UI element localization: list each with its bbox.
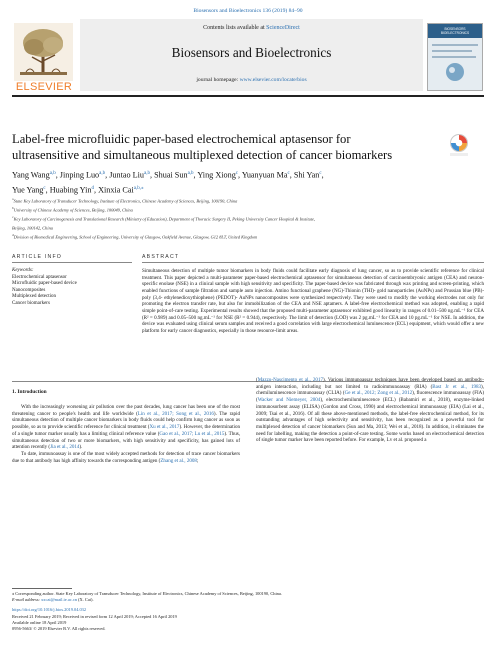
author-separator: ,: [193, 170, 198, 180]
author-separator: ,: [105, 170, 110, 180]
footnote-rule: [12, 588, 72, 589]
affiliation-text: University of Chinese Academy of Sciences, Beijing, 100049, China: [13, 207, 133, 213]
keywords-block: [12, 268, 132, 308]
affiliation-text: State Key Laboratory of Transducer Technology, Institute of Electronics, Chinese Academy of Sciences, Beijing, 100190, China: [13, 198, 238, 204]
article-info-rule: [12, 262, 132, 263]
body-paragraph: With the increasingly worsening air pollution over the past decades, lung cancer has been one of the most threatening cancer to people's health and life worldwide (Lin et al., 2017; Song et al., 2016). The rapid simultaneous detection of multiple cancer biomarkers in body fluids could help confirm lung cancer as soon as possible, so as to provide scientific reference for clinical treatment (Xu et al., 2017). However, the determination of a single tumor marker usually has a limiting clinical reference value (Gao et al., 2017; Lu et al., 2015). Thus, simultaneous detection of two or more biomarkers, with high sensitivity and specificity, has gained lots of attention recently (Jia et al., 2014).: [12, 404, 241, 451]
homepage-prefix: journal homepage:: [196, 77, 240, 83]
author-name[interactable]: Shi Yan: [293, 170, 320, 180]
cover-title: BIOSENSORS BIOELECTRONICS: [440, 27, 470, 35]
article-title-line-1: Label-free microfluidic paper-based electrochemical aptasensor for: [12, 132, 351, 146]
affiliation-mark: c: [12, 214, 14, 219]
homepage-line: [80, 77, 423, 83]
sciencedirect-link[interactable]: ScienceDirect: [266, 25, 300, 31]
journal-cover-thumbnail: [427, 23, 483, 91]
author-name[interactable]: Huabing Yin: [49, 185, 92, 195]
author-separator: ,: [238, 170, 242, 180]
check-for-updates-icon[interactable]: [449, 133, 469, 157]
running-header: Biosensors and Bioelectronics 136 (2019) 84–90: [193, 8, 303, 14]
affiliations: [12, 196, 482, 240]
contents-prefix: Contents lists available at: [203, 25, 267, 31]
body-left-column: [12, 404, 240, 464]
email-link[interactable]: xxcai@mail.ie.ac.cn: [41, 597, 77, 603]
email-label: E-mail address:: [12, 597, 42, 603]
author-affiliation-mark[interactable]: a,b: [99, 171, 106, 176]
author-separator: ,: [45, 185, 50, 195]
keywords-list: [12, 275, 132, 308]
masthead-rule: [12, 95, 484, 97]
email-suffix: (X. Cai).: [76, 597, 94, 603]
author-list: [12, 167, 482, 196]
article-title: [12, 132, 432, 163]
affiliation-mark: d: [12, 232, 14, 237]
keyword-item: Cancer biomarkers: [12, 300, 50, 306]
author-name[interactable]: Yue Yang: [12, 185, 44, 195]
article-info-heading: ARTICLE INFO: [12, 254, 63, 260]
affiliation-text: Key Laboratory of Carcinogenesis and Translational Research (Ministry of Education), Department of Thoracic Surgery II, Peking University Cancer Hospital & Institute,: [13, 216, 316, 222]
elsevier-tree-logo: [14, 23, 73, 81]
author-separator: ,: [289, 170, 294, 180]
keywords-label: Keywords:: [12, 268, 34, 273]
author-name[interactable]: Jinping Luo: [59, 170, 100, 180]
author-name[interactable]: Xinxia Cai: [98, 185, 134, 195]
author-affiliation-mark[interactable]: c: [235, 171, 239, 176]
affiliation-line: [12, 232, 482, 241]
publisher-logo-text: ELSEVIER: [15, 81, 73, 93]
copyright: 0956-5663/ © 2019 Elsevier B.V. All rights reserved.: [12, 626, 106, 632]
doi-link[interactable]: https://doi.org/10.1016/j.bios.2019.04.032: [12, 607, 87, 613]
affiliation-line: [12, 205, 482, 214]
available-online: Available online 18 April 2019: [12, 619, 67, 625]
author-name[interactable]: Yuanyuan Ma: [241, 170, 288, 180]
author-affiliation-mark[interactable]: c: [43, 185, 46, 191]
article-title-line-2: ultrasensitive and simultaneous multiplexed detection of cancer biomarkers: [12, 147, 393, 162]
body-paragraph: (Mazzu-Nascimento et al., 2017). Various immunoassay techniques have been developed based on antibody-antigen interaction, including but not limited to radioimmunoassay (RIA) (Bast Jr et al., 1983), chemiluminescence immunoassay (CLIA) (Ge et al., 2012; Zong et al., 2012), fluorescence immunoassay (FIA) (Wacker and Niemeyer, 2004), electrochemiluminescence (ECL) (Babamiri et al., 2018), enzyme-linked immunosorbent assay (ELISA) (Gordon and Cross, 1990) and electrochemical immunoassay (EIA) (Lai et al., 2009; Tsai et al., 2016). Of all these above-mentioned methods, the label-free electrochemical method, for its outstanding advantages of high selectivity and sensitivity, has been recognized as a powerful tool for multiplexed detection of cancer biomarkers (Sun and Ma, 2013; Wei et al., 2018). In addition, it eliminates the need for labelling, making the detection a point-of-care testing. Some works based on electrochemical detection of single tumor marker have been reported before. For example, Lv et al. proposed a: [256, 377, 485, 444]
abstract-text: Simultaneous detection of multiple tumor biomarkers in body fluids could facilitate early diagnosis of lung cancer, so as to provide scientific reference for clinical treatment. This paper depicted a multi-parameter paper-based electrochemical aptasensor for simultaneous detection of carcinoembryonic antigen (CEA) and neuron-specific enolase (NSE) in a clinical sample with high sensitivity and specificity. The paper-based device was fabricated through wax printing and screen-printing, which enabled functions of sample filtration and sample auto injection. Amino functional graphene (NG)-Thionin (THI)- gold nanoparticles (AuNPs) and Prussian blue (PB)- poly (3,4- ethylenedioxythiophene) (PEDOT)- AuNPs nanocomposites were synthesized respectively. They were used to modify the working electrodes not only for promoting the electron transfer rate, but also for immobilization of the CEA and NSE aptamers. A label-free electrochemical method was adopted, enabling a rapid simple point-of-care testing. Experimental results showed that the proposed multi-parameter aptasensor exhibited good linearity in ranges of 0.01–500 ng.mL⁻¹ for CEA (R² = 0.989) and 0.05–500 ng.mL⁻¹ for NSE (R² = 0.944), respectively. The limit of detection (LOD) was 2 pg.mL⁻¹ for CEA and 10 pg.mL⁻¹ for NSE. In addition, the device was evaluated using clinical serum samples and received a good correlation with large electrochemical luminescence (ECL) equipment, which would offer a new platform for early cancer diagnostics, especially in those resource-limit areas.: [142, 268, 484, 334]
affiliation-line: [12, 214, 482, 223]
affiliation-line: [12, 223, 482, 232]
body-paragraph: To date, immunoassay is one of the most widely accepted methods for detection of trace cancer biomarkers due to that antibody has high affinity towards the corresponding antigen (Zhang et al., 2008;: [12, 450, 240, 464]
author-affiliation-mark[interactable]: d: [91, 185, 94, 191]
contents-line: [80, 25, 423, 31]
author-affiliation-mark[interactable]: c: [319, 171, 322, 176]
body-right-column: [256, 377, 484, 444]
received-dates: Received 21 February 2019; Received in revised form 12 April 2019; Accepted 16 April 2019: [12, 613, 177, 619]
author-affiliation-mark[interactable]: a,b: [187, 171, 194, 176]
author-name[interactable]: Yang Wang: [12, 170, 50, 180]
author-separator: ,: [150, 170, 155, 180]
author-separator: ,: [321, 170, 324, 180]
author-name[interactable]: Juntao Liu: [109, 170, 145, 180]
keyword-item: Nanocomposites: [12, 287, 46, 293]
affiliation-text: Beijing, 100142, China: [12, 225, 53, 231]
affiliation-mark: b: [12, 205, 14, 210]
author-name[interactable]: Ying Xiong: [197, 170, 236, 180]
author-affiliation-mark[interactable]: c: [287, 171, 290, 176]
author-affiliation-mark[interactable]: a,b: [144, 171, 151, 176]
affiliation-line: [12, 196, 482, 205]
keyword-item: Microfluidic paper-based device: [12, 281, 77, 287]
journal-title: Biosensors and Bioelectronics: [171, 45, 332, 60]
affiliation-text: Division of Biomedical Engineering, School of Engineering, University of Glasgow, Oakfield Avenue, Glasgow, G12 8LT, United Kingdom: [13, 233, 258, 239]
keyword-item: Multiplexed detection: [12, 294, 57, 300]
affiliation-mark: a: [12, 197, 14, 201]
abstract-heading: ABSTRACT: [142, 254, 180, 260]
author-separator: ,: [55, 170, 60, 180]
journal-masthead: [12, 19, 484, 98]
author-name[interactable]: Shuai Sun: [154, 170, 188, 180]
abstract-rule: [142, 262, 484, 263]
author-separator: ,: [94, 185, 99, 195]
corresponding-author-note: ⁎ Corresponding author. State Key Laboratory of Transducer Technology, Institute of Electronics, Chinese Academy of Sciences, Beijing, 100190, China.: [12, 591, 282, 596]
homepage-link[interactable]: www.elsevier.com/locate/bios: [239, 77, 307, 83]
section-heading: 1. Introduction: [12, 389, 47, 395]
author-affiliation-mark[interactable]: a,b,⁎: [133, 185, 144, 191]
keyword-item: Electrochemical aptasensor: [12, 274, 67, 280]
footer: [12, 591, 484, 632]
author-affiliation-mark[interactable]: a,b: [49, 171, 56, 176]
